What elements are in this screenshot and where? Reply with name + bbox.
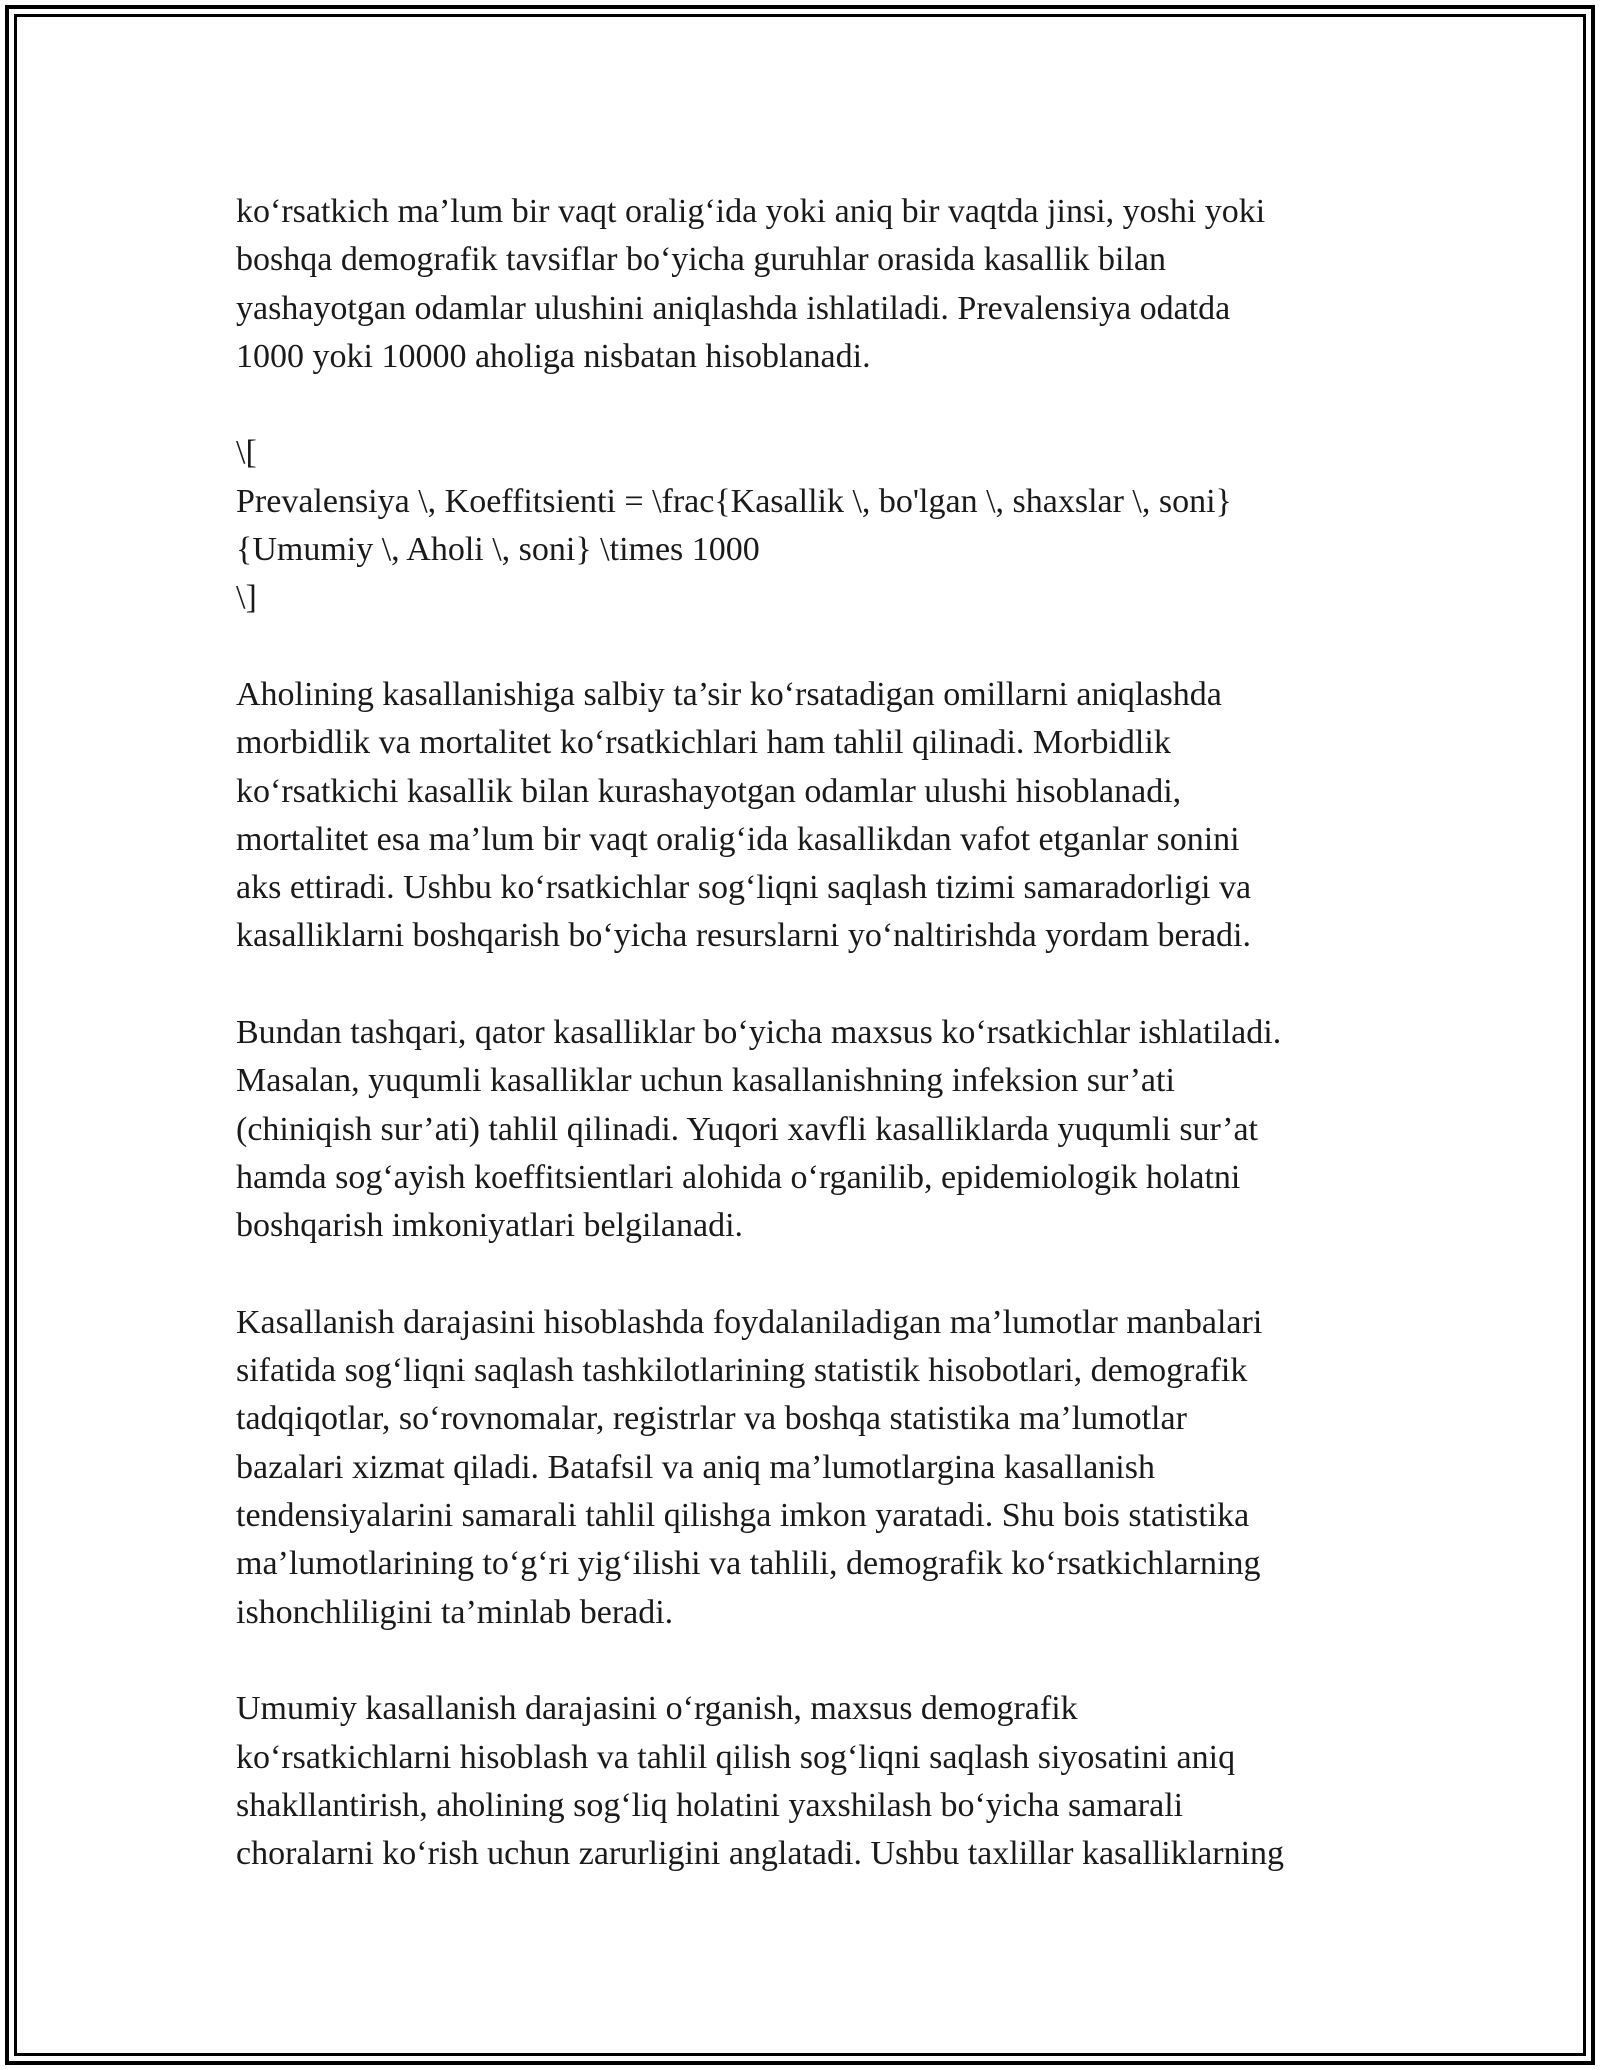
- formula-block: [236, 429, 1376, 622]
- paragraph-special-indicators: [236, 1009, 1376, 1250]
- formula-line: {Umumiy \, Aholi \, soni} \times 1000: [236, 531, 760, 569]
- text-line: ko‘rsatkichi kasallik bilan kurashayotgan odamlar ulushi hisoblanadi,: [236, 772, 1182, 810]
- text-line: aks ettiradi. Ushbu ko‘rsatkichlar sog‘liqni saqlash tizimi samaradorligi va: [236, 869, 1252, 907]
- text-line: Bundan tashqari, qator kasalliklar bo‘yicha maxsus ko‘rsatkichlar ishlatiladi.: [236, 1014, 1282, 1052]
- text-line: kasalliklarni boshqarish bo‘yicha resurslarni yo‘naltirishda yordam beradi.: [236, 917, 1251, 955]
- text-line: hamda sog‘ayish koeffitsientlari alohida o‘rganilib, epidemiologik holatni: [236, 1158, 1241, 1196]
- text-line: ma’lumotlarining to‘g‘ri yig‘ilishi va tahlili, demografik ko‘rsatkichlarning: [236, 1545, 1261, 1583]
- text-line: choralarni ko‘rish uchun zarurligini anglatadi. Ushbu taxlillar kasalliklarning: [236, 1835, 1285, 1873]
- text-line: tadqiqotlar, so‘rovnomalar, registrlar va boshqa statistika ma’lumotlar: [236, 1400, 1187, 1438]
- text-line: ko‘rsatkichlarni hisoblash va tahlil qilish sog‘liqni saqlash siyosatini aniq: [236, 1738, 1236, 1776]
- text-line: sifatida sog‘liqni saqlash tashkilotlarining statistik hisobotlari, demografik: [236, 1352, 1248, 1390]
- text-line: yashayotgan odamlar ulushini aniqlashda ishlatiladi. Prevalensiya odatda: [236, 289, 1231, 327]
- text-line: Kasallanish darajasini hisoblashda foydalaniladigan ma’lumotlar manbalari: [236, 1303, 1263, 1341]
- formula-line: \]: [236, 579, 257, 617]
- text-line: ishonchliligini ta’minlab beradi.: [236, 1593, 674, 1631]
- paragraph-data-sources: [236, 1299, 1376, 1637]
- text-line: ko‘rsatkich ma’lum bir vaqt oralig‘ida yoki aniq bir vaqtda jinsi, yoshi yoki: [236, 193, 1266, 230]
- text-line: Masalan, yuqumli kasalliklar uchun kasallanishning infeksion sur’ati: [236, 1062, 1175, 1100]
- text-line: Aholining kasallanishiga salbiy ta’sir ko‘rsatadigan omillarni aniqlashda: [236, 675, 1222, 713]
- text-line: bazalari xizmat qiladi. Batafsil va aniq ma’lumotlargina kasallanish: [236, 1448, 1155, 1486]
- text-line: shakllantirish, aholining sog‘liq holatini yaxshilash bo‘yicha samarali: [236, 1786, 1184, 1824]
- paragraph-gap: [236, 381, 1376, 429]
- text-line: tendensiyalarini samarali tahlil qilishga imkon yaratadi. Shu bois statistika: [236, 1497, 1250, 1535]
- paragraph-gap: [236, 623, 1376, 671]
- text-line: morbidlik va mortalitet ko‘rsatkichlari ham tahlil qilinadi. Morbidlik: [236, 724, 1171, 762]
- paragraph-gap: [236, 1637, 1376, 1685]
- paragraph-conclusion: [236, 1685, 1376, 1878]
- text-line: (chiniqish sur’ati) tahlil qilinadi. Yuqori xavfli kasalliklarda yuqumli sur’at: [236, 1110, 1258, 1148]
- formula-line: Prevalensiya \, Koeffitsienti = \frac{Kasallik \, bo'lgan \, shaxslar \, soni}: [236, 482, 1232, 520]
- paragraph-gap: [236, 961, 1376, 1009]
- paragraph-gap: [236, 1251, 1376, 1299]
- paragraph-prevalence-intro: [236, 188, 1376, 381]
- text-line: Umumiy kasallanish darajasini o‘rganish, maxsus demografik: [236, 1690, 1078, 1728]
- paragraph-morbidity-mortality: [236, 671, 1376, 961]
- text-line: boshqa demografik tavsiflar bo‘yicha guruhlar orasida kasallik bilan: [236, 241, 1166, 279]
- text-line: mortalitet esa ma’lum bir vaqt oralig‘ida kasallikdan vafot etganlar sonini: [236, 820, 1240, 858]
- text-line: 1000 yoki 10000 aholiga nisbatan hisoblanadi.: [236, 337, 871, 375]
- formula-line: \[: [236, 434, 257, 472]
- text-line: boshqarish imkoniyatlari belgilanadi.: [236, 1207, 744, 1245]
- document-body: [236, 188, 1376, 1878]
